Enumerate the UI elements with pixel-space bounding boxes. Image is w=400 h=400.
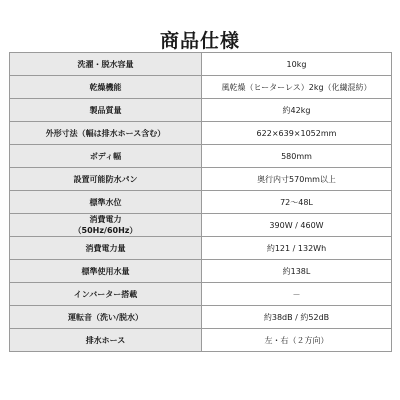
table-row bbox=[10, 191, 392, 214]
spec-label-energy-use: 消費電力量 bbox=[10, 237, 202, 260]
table-row bbox=[10, 168, 392, 191]
spec-value-water-use: 約138L bbox=[202, 260, 392, 283]
spec-value-water-level: 72～48L bbox=[202, 191, 392, 214]
spec-value-noise: 約38dB / 約52dB bbox=[202, 306, 392, 329]
spec-label-noise: 運転音（洗い/脱水） bbox=[10, 306, 202, 329]
spec-value-energy-use: 約121 / 132Wh bbox=[202, 237, 392, 260]
table-row bbox=[10, 76, 392, 99]
spec-label-waterproof-pan: 設置可能防水パン bbox=[10, 168, 202, 191]
spec-value-dimensions: 622×639×1052mm bbox=[202, 122, 392, 145]
table-row bbox=[10, 53, 392, 76]
spec-label-drying: 乾燥機能 bbox=[10, 76, 202, 99]
spec-label-line: （50Hz/60Hz） bbox=[73, 226, 138, 235]
spec-label-line: 消費電力 bbox=[89, 215, 122, 224]
spec-label-dimensions: 外形寸法（幅は排水ホース含む） bbox=[10, 122, 202, 145]
table-row bbox=[10, 99, 392, 122]
table-row bbox=[10, 306, 392, 329]
spec-table bbox=[9, 52, 392, 352]
table-row bbox=[10, 122, 392, 145]
spec-value-inverter: － bbox=[202, 283, 392, 306]
spec-value-weight: 約42kg bbox=[202, 99, 392, 122]
table-row bbox=[10, 329, 392, 352]
table-row bbox=[10, 283, 392, 306]
table-row bbox=[10, 260, 392, 283]
spec-value-drain-hose: 左・右（２方向） bbox=[202, 329, 392, 352]
spec-label-body-width: ボディ幅 bbox=[10, 145, 202, 168]
spec-value-drying: 風乾燥（ヒーターレス）2kg（化繊混紡） bbox=[202, 76, 392, 99]
table-row bbox=[10, 237, 392, 260]
spec-label-power-consumption bbox=[10, 214, 202, 237]
spec-label-capacity: 洗濯・脱水容量 bbox=[10, 53, 202, 76]
table-row bbox=[10, 214, 392, 237]
spec-label-water-level: 標準水位 bbox=[10, 191, 202, 214]
spec-label-weight: 製品質量 bbox=[10, 99, 202, 122]
spec-value-body-width: 580mm bbox=[202, 145, 392, 168]
spec-label-drain-hose: 排水ホース bbox=[10, 329, 202, 352]
spec-value-waterproof-pan: 奥行内寸570mm以上 bbox=[202, 168, 392, 191]
page-title: 商品仕様 bbox=[159, 30, 240, 52]
spec-value-capacity: 10kg bbox=[202, 53, 392, 76]
spec-value-power-consumption: 390W / 460W bbox=[202, 214, 392, 237]
spec-label-water-use: 標準使用水量 bbox=[10, 260, 202, 283]
table-row bbox=[10, 145, 392, 168]
spec-label-inverter: インバーター搭載 bbox=[10, 283, 202, 306]
